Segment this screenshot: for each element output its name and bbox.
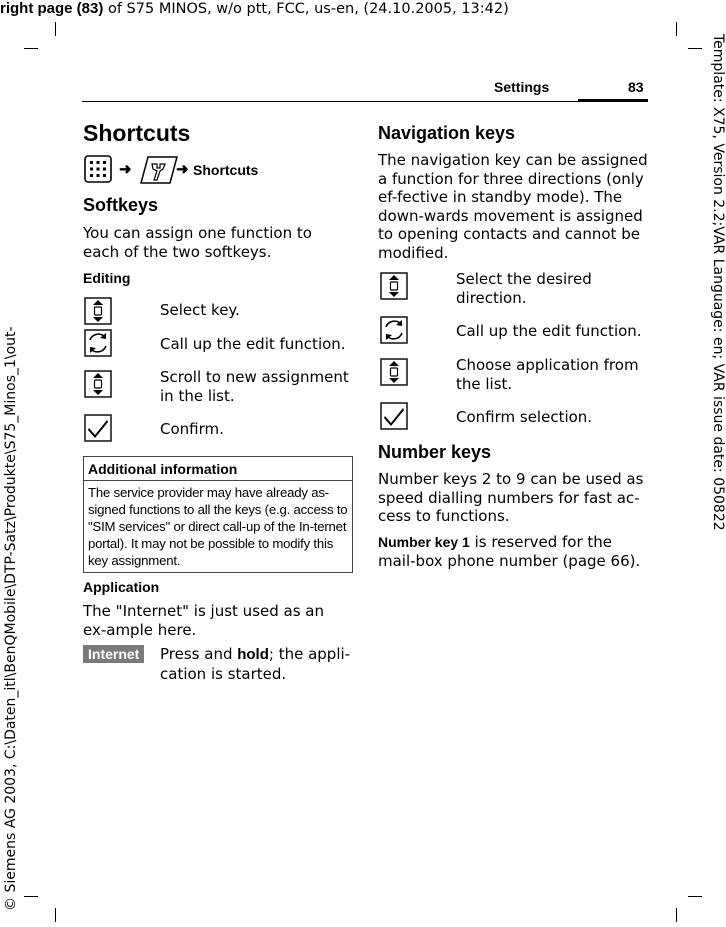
arrow-right-icon: ➜	[176, 161, 189, 178]
margin-left-text: © Siemens AG 2003, C:\Daten_itl\BenQMobile\DTP-Satz\Produkte\S75_Minos_1\out-	[3, 326, 19, 911]
number-keys-heading: Number keys	[378, 442, 492, 462]
menu-path-label: Shortcuts	[193, 162, 259, 178]
checkmark-icon	[380, 402, 408, 430]
additional-info-box	[83, 456, 353, 573]
step-text: Select the desired direction.	[456, 270, 592, 307]
running-header-section: Settings	[494, 79, 550, 95]
nav-updown-icon	[84, 370, 112, 398]
header-rule	[82, 101, 648, 102]
press-bold: hold	[237, 646, 269, 663]
info-title: Additional information	[84, 457, 352, 481]
margin-right-text: Template: X75, Version 2.2;VAR Language: en; VAR issue date: 050822	[710, 34, 726, 531]
page-title: Shortcuts	[83, 120, 191, 146]
crop-mark	[24, 896, 38, 897]
crop-mark	[55, 908, 56, 922]
header-page-rule	[578, 99, 648, 102]
navigation-keys-heading: Navigation keys	[378, 123, 516, 143]
crop-mark	[688, 896, 702, 897]
nav-center-icon	[84, 329, 112, 357]
step-text: Select key.	[160, 301, 240, 319]
press-prefix: Press and	[160, 645, 238, 663]
crop-mark	[55, 22, 56, 36]
press-suffix: ; the appli-cation is started.	[160, 645, 351, 683]
navigation-keys-text: The navigation key can be assigned a function for three directions (only ef-fective in standby mode). The down-wards movement is assigned to opening contacts and cannot be modified.	[378, 151, 648, 262]
editing-label: Editing	[83, 270, 131, 286]
softkeys-text: You can assign one function to each of the two softkeys.	[83, 224, 312, 261]
application-label: Application	[83, 579, 160, 595]
step-text: Scroll to new assignment in the list.	[160, 368, 349, 405]
softkeys-heading: Softkeys	[83, 195, 159, 215]
nav-updown-icon	[380, 272, 408, 300]
slug-line	[0, 0, 509, 17]
step-text: Choose application from the list.	[456, 356, 639, 393]
press-hold-text	[160, 645, 352, 683]
crop-mark	[676, 22, 677, 36]
number-keys-text: Number keys 2 to 9 can be used as speed dialling numbers for fast ac-cess to functions.	[378, 470, 644, 525]
settings-wrench-icon	[139, 155, 179, 189]
running-header-page: 83	[628, 79, 644, 95]
step-text: Confirm.	[160, 420, 224, 438]
nav-center-icon	[380, 316, 408, 344]
number-key-1-rest: is reserved for the mail-box phone number (page 66).	[378, 533, 641, 570]
crop-mark	[688, 48, 702, 49]
internet-softkey: Internet	[83, 645, 144, 663]
crop-mark	[676, 908, 677, 922]
crop-mark	[24, 48, 38, 49]
application-text: The "Internet" is just used as an ex-ample here.	[83, 602, 324, 639]
menu-grid-icon	[84, 155, 112, 187]
nav-updown-icon	[84, 297, 112, 325]
checkmark-icon	[84, 414, 112, 442]
step-text: Call up the edit function.	[456, 322, 642, 340]
number-key-1-text	[378, 533, 648, 570]
step-text: Confirm selection.	[456, 408, 593, 426]
info-text: The service provider may have already as-signed functions to all the keys (e.g. access to "SIM services" or direct call-up of the In-ternet portal). It may not be possible to modify this key assignment.	[88, 485, 348, 568]
slug-bold: right page (83)	[0, 0, 104, 17]
nav-updown-icon	[380, 358, 408, 386]
arrow-right-icon: ➜	[119, 161, 132, 178]
menu-path	[84, 155, 284, 187]
step-text: Call up the edit function.	[160, 335, 346, 353]
slug-rest: of S75 MINOS, w/o ptt, FCC, us-en, (24.10.2005, 13:42)	[103, 1, 509, 17]
number-key-1-bold: Number key 1	[378, 534, 470, 550]
